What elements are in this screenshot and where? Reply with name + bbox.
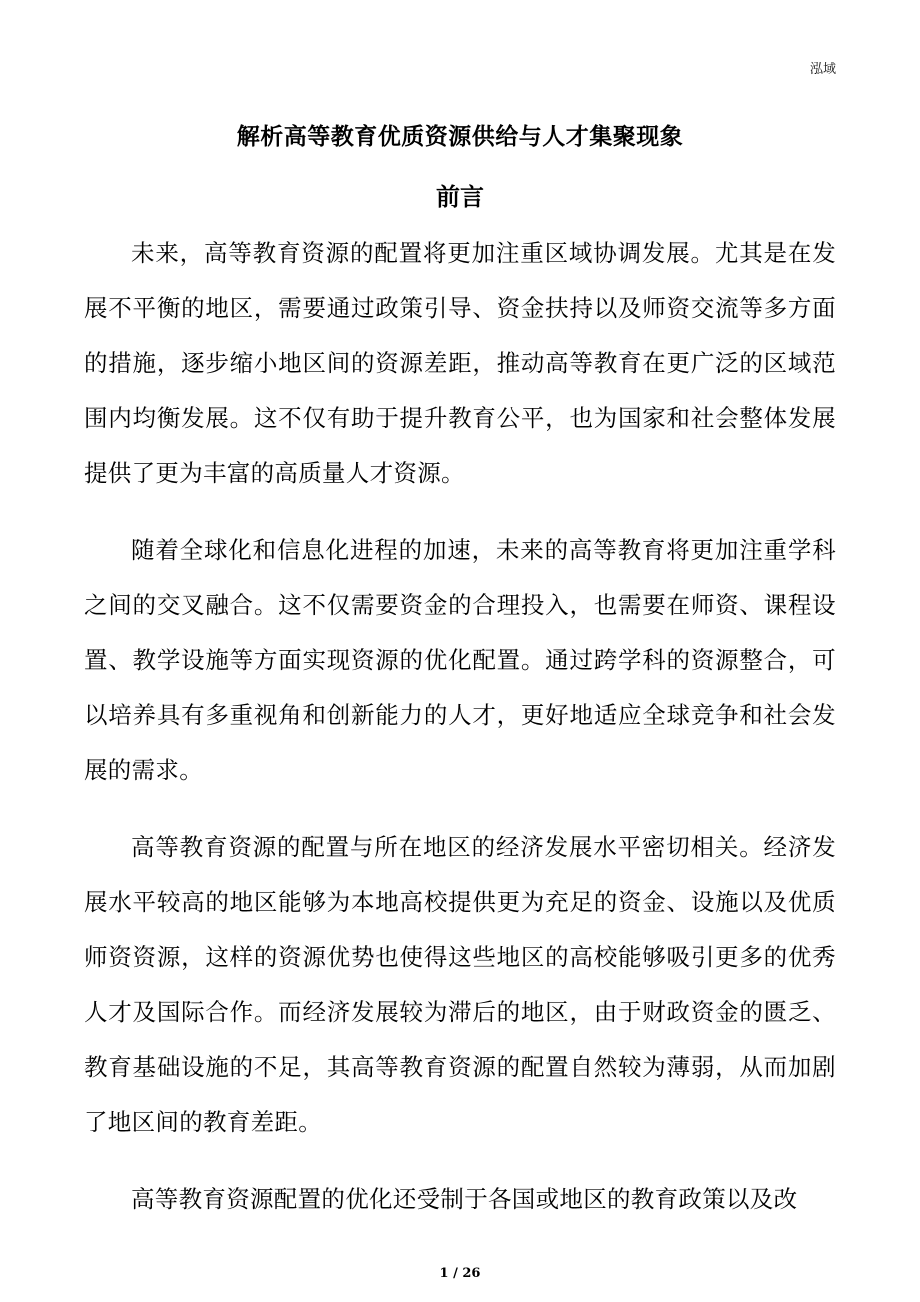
paragraph: 高等教育资源配置的优化还受制于各国或地区的教育政策以及改: [131, 1185, 798, 1213]
paragraph: 随着全球化和信息化进程的加速，未来的高等教育将更加注重学科之间的交叉融合。这不仅需要资金的合理投入，也需要在师资、课程设置、教学设施等方面实现资源的优化配置。通过跨学科的资源整合，可以培养具有多重视角和创新能力的人才，更好地适应全球竞争和社会发展的需求。: [84, 536, 836, 784]
section-heading: 前言: [436, 183, 484, 211]
document-body: [84, 226, 836, 1249]
paragraph: 高等教育资源的配置与所在地区的经济发展水平密切相关。经济发展水平较高的地区能够为本地高校提供更为充足的资金、设施以及优质师资资源，这样的资源优势也使得这些地区的高校能够吸引更多的优秀人才及国际合作。而经济发展较为滞后的地区，由于财政资金的匮乏、教育基础设施的不足，其高等教育资源的配置自然较为薄弱，从而加剧了地区间的教育差距。: [84, 833, 836, 1136]
document-title: 解析高等教育优质资源供给与人才集聚现象: [236, 124, 684, 150]
paragraph: 未来，高等教育资源的配置将更加注重区域协调发展。尤其是在发展不平衡的地区，需要通过政策引导、资金扶持以及师资交流等多方面的措施，逐步缩小地区间的资源差距，推动高等教育在更广泛的区域范围内均衡发展。这不仅有助于提升教育公平，也为国家和社会整体发展提供了更为丰富的高质量人才资源。: [84, 239, 836, 487]
header-author: 泓域: [809, 62, 836, 77]
page-number: 1 / 26: [439, 1266, 481, 1281]
